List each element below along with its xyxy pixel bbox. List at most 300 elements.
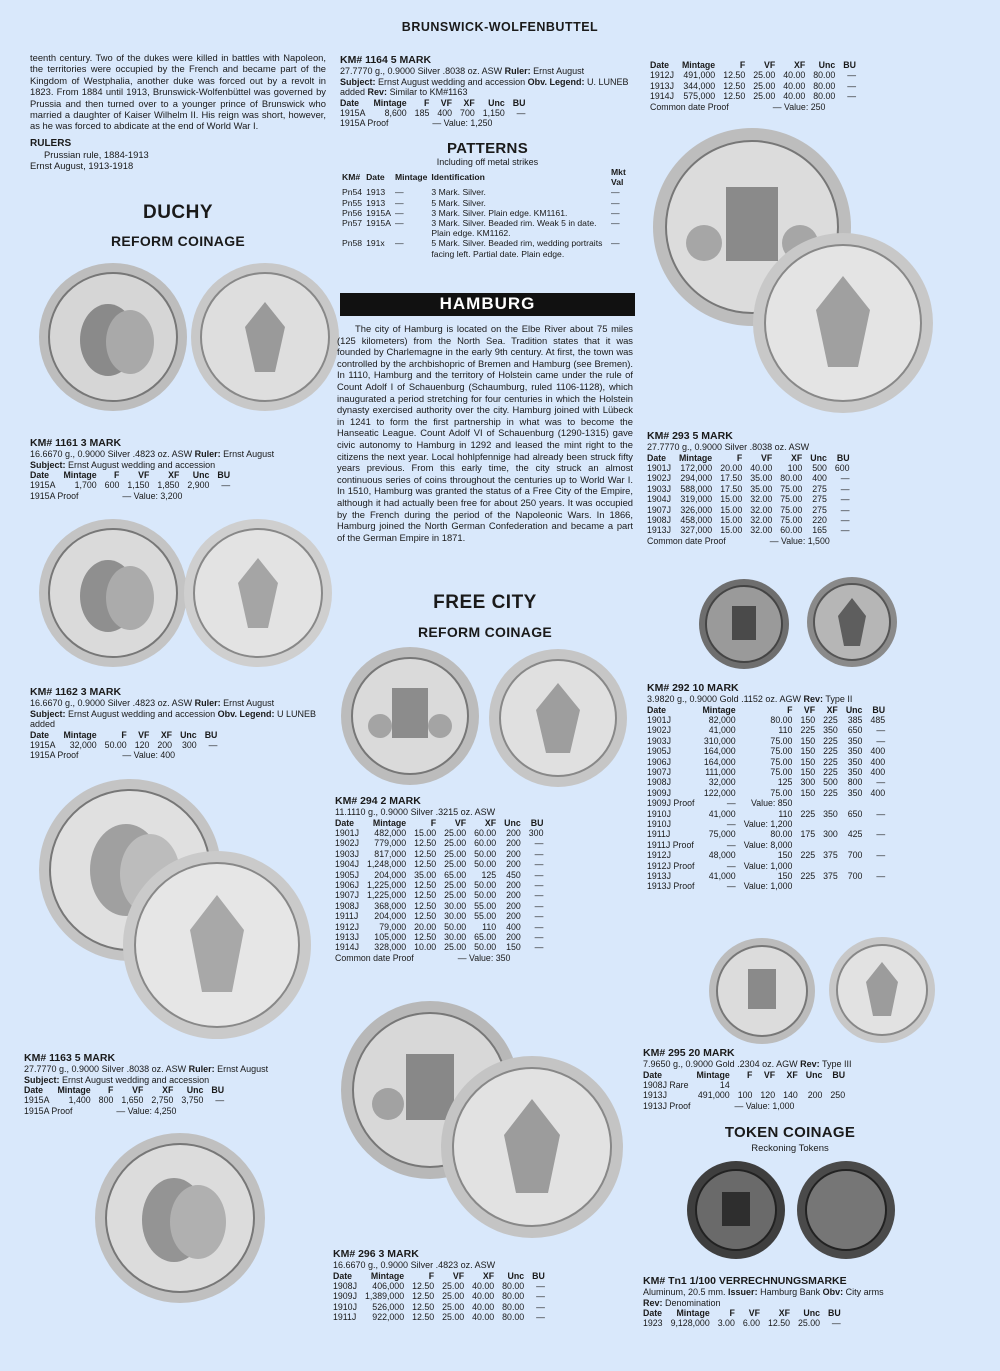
patterns-title: PATTERNS xyxy=(446,140,528,157)
table-cell: — xyxy=(534,890,544,901)
table-cell: 1908J Rare xyxy=(643,1079,689,1090)
entry-title: KM# 1161 3 MARK xyxy=(30,437,122,449)
column-header: BU xyxy=(836,452,850,463)
table-cell: 400 xyxy=(437,107,453,118)
column-header: F xyxy=(747,1069,753,1080)
column-header: Unc xyxy=(180,729,197,740)
table-cell: 55.00 xyxy=(474,900,497,911)
table-cell xyxy=(826,1080,849,1090)
table-cell: 40.00 xyxy=(472,1301,495,1312)
table-row xyxy=(647,725,889,735)
column-header: F xyxy=(729,1308,735,1318)
table-cell: 1915A xyxy=(30,739,56,750)
table-cell: 120 xyxy=(134,739,150,750)
table-cell: 225 xyxy=(823,756,838,767)
table-cell: Pn58 xyxy=(342,238,363,249)
table-cell: 225 xyxy=(823,735,838,746)
table-cell: 41,000 xyxy=(708,725,736,736)
entry-km292 xyxy=(647,682,957,892)
table-cell: 25.00 xyxy=(753,80,776,91)
table-row xyxy=(24,1095,228,1105)
free-city-subtitle: REFORM COINAGE xyxy=(417,624,553,640)
table-row xyxy=(333,1302,549,1312)
column-header: BU xyxy=(532,1270,545,1281)
table-cell: — xyxy=(726,818,736,829)
table-cell: 48,000 xyxy=(708,850,736,861)
column-header: Mintage xyxy=(63,470,97,480)
column-header: VF xyxy=(454,817,467,828)
table-cell: 200 xyxy=(506,827,521,838)
coin-km294-reverse xyxy=(488,648,628,788)
coin-km296-reverse xyxy=(440,1055,625,1240)
table-cell: 30.00 xyxy=(444,931,467,942)
entry-spec: 3.9820 g., 0.9000 Gold .1152 oz. AGW Rev: Type II xyxy=(647,694,853,704)
table-cell: 80.00 xyxy=(502,1291,525,1302)
table-cell: 300 xyxy=(182,739,197,750)
table-cell: 40.00 xyxy=(472,1291,495,1302)
table-cell: 350 xyxy=(823,808,838,819)
mintage-table xyxy=(647,453,854,536)
table-cell: 1905J xyxy=(335,869,359,880)
table-cell: 458,000 xyxy=(680,514,713,525)
table-cell: 275 xyxy=(812,504,827,515)
table-cell: 120 xyxy=(760,1090,776,1101)
column-header: XF xyxy=(162,1085,174,1095)
entry-title: KM# 294 2 MARK xyxy=(335,795,421,807)
table-row xyxy=(335,859,547,869)
coin-km294-obverse xyxy=(340,646,480,786)
table-cell: — xyxy=(394,207,404,218)
column-header: Mintage xyxy=(676,1308,710,1318)
table-cell: 12.50 xyxy=(412,1280,435,1291)
table-cell: 50.00 xyxy=(474,890,497,901)
table-cell: 1915A xyxy=(366,218,391,229)
table-cell xyxy=(796,840,819,850)
table-cell: 32.00 xyxy=(750,514,773,525)
table-cell: 3 Mark. Silver. xyxy=(431,187,486,198)
table-cell: 1908J xyxy=(335,900,359,911)
table-row xyxy=(340,218,635,238)
table-cell: 204,000 xyxy=(374,869,407,880)
table-row xyxy=(647,484,854,494)
table-row xyxy=(333,1291,549,1301)
table-cell: 1913J xyxy=(650,80,674,91)
table-cell: 225 xyxy=(823,746,838,757)
proof-line: Common date Proof — Value: 350 xyxy=(335,952,511,963)
table-cell: — xyxy=(534,911,544,922)
column-header: Mintage xyxy=(678,452,713,463)
table-cell: 75.00 xyxy=(780,514,803,525)
table-cell: 35.00 xyxy=(750,483,773,494)
table-row xyxy=(647,840,889,850)
table-cell: 82,000 xyxy=(708,714,736,725)
table-cell: 15.00 xyxy=(720,525,743,536)
column-header: VF xyxy=(452,1270,465,1281)
column-header: VF xyxy=(760,452,773,463)
column-header: Mintage xyxy=(373,97,407,108)
column-header: Date xyxy=(650,60,670,70)
table-cell: Value: 1,000 xyxy=(743,860,793,871)
table-cell: 65.00 xyxy=(444,869,467,880)
table-cell: 800 xyxy=(847,777,863,788)
table-cell: 1902J xyxy=(647,473,671,484)
table-cell: 20.00 xyxy=(414,921,437,932)
table-cell xyxy=(819,840,842,850)
table-cell: 1902J xyxy=(647,725,671,736)
table-cell: — xyxy=(536,1291,545,1302)
table-row xyxy=(647,788,889,798)
table-cell: 150 xyxy=(777,871,793,881)
table-row xyxy=(643,1080,849,1090)
table-cell xyxy=(842,861,867,871)
column-header: KM# xyxy=(342,172,361,183)
column-header: VF xyxy=(763,1069,776,1080)
table-cell: 191x xyxy=(366,238,385,249)
column-header: Mintage xyxy=(394,172,428,183)
table-cell: 1910J xyxy=(647,818,671,829)
table-cell: 40.00 xyxy=(783,70,806,81)
table-cell: 80.00 xyxy=(502,1280,525,1291)
table-cell: — xyxy=(611,187,620,198)
table-cell: 922,000 xyxy=(372,1312,405,1323)
table-row xyxy=(335,901,547,911)
table-cell xyxy=(796,861,819,871)
table-cell: 25.00 xyxy=(444,848,467,859)
table-cell: 150 xyxy=(800,787,816,798)
table-cell: 3 Mark. Silver. Beaded rim. Weak 5 in date. Plain edge. KM1162. xyxy=(431,218,597,239)
column-header: BU xyxy=(204,729,218,740)
column-header: F xyxy=(121,729,127,740)
table-cell xyxy=(734,1080,757,1090)
table-cell: 1913J xyxy=(647,525,671,536)
column-header: Identification xyxy=(431,172,485,183)
table-cell: 1,225,000 xyxy=(366,879,407,890)
column-header: BU xyxy=(843,60,856,70)
free-city-title: FREE CITY xyxy=(433,592,537,613)
table-cell: 1915A xyxy=(24,1095,50,1106)
table-cell: Pn55 xyxy=(342,197,363,208)
proof-line: Common date Proof — Value: 250 xyxy=(650,101,826,112)
coin-km295-reverse xyxy=(828,936,936,1044)
column-header: Date xyxy=(340,97,360,108)
column-header: Date xyxy=(643,1308,663,1318)
table-cell: 80.00 xyxy=(770,829,793,840)
table-cell: 1911J xyxy=(333,1312,357,1323)
table-cell: 500 xyxy=(812,462,827,473)
table-cell: 344,000 xyxy=(683,80,716,91)
table-cell: 12.50 xyxy=(412,1301,435,1312)
entry-subject: Subject: Ernst August wedding and accession xyxy=(30,459,216,470)
table-cell: 1914J xyxy=(335,942,359,953)
table-cell: 200 xyxy=(506,859,521,870)
left-column xyxy=(30,52,326,171)
table-cell: 164,000 xyxy=(703,756,736,767)
table-cell: 75,000 xyxy=(708,829,736,840)
table-cell: 200 xyxy=(506,931,521,942)
table-row xyxy=(335,932,547,942)
table-row xyxy=(650,81,860,91)
table-cell xyxy=(819,881,842,891)
table-cell: 3,750 xyxy=(181,1095,204,1106)
mintage-table xyxy=(333,1271,549,1323)
table-cell: 1,700 xyxy=(74,480,97,491)
table-cell: 164,000 xyxy=(703,746,736,757)
table-cell: 1915A xyxy=(366,207,391,218)
entry-spec: 7.9650 g., 0.9000 Gold .2304 oz. AGW Rev: Type III xyxy=(643,1059,852,1069)
table-row xyxy=(647,767,889,777)
table-cell: 50.00 xyxy=(474,879,497,890)
column-header: Date xyxy=(30,470,50,480)
proof-line: 1913J Proof — Value: 1,000 xyxy=(643,1100,795,1111)
entry-spec: 16.6670 g., 0.9000 Silver .4823 oz. ASW Ruler: Ernst August xyxy=(30,449,275,459)
table-row xyxy=(647,505,854,515)
table-cell: 25.00 xyxy=(444,890,467,901)
table-cell: 375 xyxy=(823,871,838,881)
table-cell: 12.50 xyxy=(767,1318,790,1329)
table-cell: 75.00 xyxy=(780,483,803,494)
table-row xyxy=(647,829,889,839)
table-cell: Value: 1,200 xyxy=(743,818,793,829)
patterns-table xyxy=(340,167,635,259)
table-cell: 80.00 xyxy=(502,1301,525,1312)
table-cell: 350 xyxy=(847,787,863,798)
table-cell: — xyxy=(534,859,544,870)
table-cell: 25.00 xyxy=(797,1318,820,1329)
table-cell: 1909J xyxy=(333,1291,357,1302)
table-cell: 110 xyxy=(778,725,793,736)
column-header: VF xyxy=(138,729,150,740)
table-cell: 6.00 xyxy=(742,1318,760,1329)
column-header: F xyxy=(787,704,793,715)
table-cell: — xyxy=(394,187,404,198)
column-header: BU xyxy=(828,1308,841,1318)
table-cell: 650 xyxy=(847,808,863,819)
table-cell: 3 Mark. Silver. Plain edge. KM1161. xyxy=(431,207,568,218)
table-cell: — xyxy=(394,218,404,229)
table-cell: 80.00 xyxy=(813,91,836,102)
entry-km1164 xyxy=(340,54,635,129)
table-cell: 12.50 xyxy=(414,838,437,849)
table-cell: 80.00 xyxy=(780,473,803,484)
table-cell: 1901J xyxy=(647,462,671,473)
mintage-table xyxy=(340,98,529,119)
table-cell xyxy=(842,798,867,808)
table-header-row xyxy=(643,1308,845,1318)
table-cell: 1,400 xyxy=(68,1095,91,1106)
table-cell xyxy=(756,1080,779,1090)
column-header: Date xyxy=(333,1270,353,1281)
table-cell: 1908J xyxy=(647,514,671,525)
mintage-table xyxy=(643,1308,845,1329)
table-cell: 12.50 xyxy=(414,911,437,922)
table-row xyxy=(647,463,854,473)
entry-title: KM# 293 5 MARK xyxy=(647,430,733,442)
table-row xyxy=(333,1312,549,1322)
entry-subject: Subject: Ernst August wedding and accession Obv. Legend: U LUNEB added xyxy=(30,708,317,729)
table-cell: — xyxy=(726,860,736,871)
column-header: VF xyxy=(138,470,150,480)
column-header: F xyxy=(107,1085,114,1095)
table-cell: 319,000 xyxy=(680,494,713,505)
table-cell: 25.00 xyxy=(444,827,467,838)
table-cell: 150 xyxy=(800,714,816,725)
table-cell: 185 xyxy=(414,107,430,118)
column-header: XF xyxy=(778,1308,790,1318)
table-cell: 406,000 xyxy=(372,1280,405,1291)
table-cell: 275 xyxy=(812,483,827,494)
table-cell: 375 xyxy=(823,850,838,861)
table-cell: 1915A xyxy=(340,107,366,118)
column-header: Unc xyxy=(845,704,863,715)
table-row xyxy=(335,828,547,838)
table-cell: 150 xyxy=(800,746,816,757)
table-cell: — xyxy=(611,218,620,229)
coin-km292-reverse xyxy=(806,576,898,668)
table-cell: — xyxy=(536,1312,545,1323)
table-cell: 1913J xyxy=(643,1090,667,1101)
table-cell: 60.00 xyxy=(474,838,497,849)
table-cell: 1907J xyxy=(647,504,671,515)
table-cell: Value: 1,000 xyxy=(743,881,793,892)
column-header: F xyxy=(430,817,437,828)
column-header: Date xyxy=(30,729,50,740)
column-header: XF xyxy=(168,470,180,480)
table-cell: — xyxy=(831,1318,841,1329)
column-header: BU xyxy=(530,817,544,828)
table-cell: 8,600 xyxy=(384,107,407,118)
coin-km295-obverse xyxy=(708,937,816,1045)
table-row xyxy=(647,757,889,767)
table-row xyxy=(340,187,635,197)
table-header-row xyxy=(340,167,635,187)
table-cell: 30.00 xyxy=(444,911,467,922)
table-cell: — xyxy=(394,238,404,249)
table-cell: — xyxy=(840,525,850,536)
table-cell: 14 xyxy=(719,1079,730,1090)
entry-title: KM# 292 10 MARK xyxy=(647,682,739,694)
table-row xyxy=(647,515,854,525)
table-cell: 400 xyxy=(870,756,886,767)
coin-km1162-obverse xyxy=(38,518,188,668)
column-header: Date xyxy=(24,1085,44,1095)
column-header: Unc xyxy=(186,1085,204,1095)
table-cell: 1910J xyxy=(647,808,671,819)
table-cell: 400 xyxy=(870,766,886,777)
entry-title: KM# Tn1 1/100 VERRECHNUNGSMARKE xyxy=(643,1275,847,1287)
table-row xyxy=(335,911,547,921)
table-cell: 400 xyxy=(870,787,886,798)
table-cell: — xyxy=(876,725,886,736)
coin-tn1-reverse xyxy=(796,1160,896,1260)
table-cell: 50.00 xyxy=(474,859,497,870)
column-header: F xyxy=(113,470,120,480)
entry-title: KM# 1164 5 MARK xyxy=(340,54,432,66)
table-cell: 15.00 xyxy=(414,827,437,838)
table-cell xyxy=(842,881,867,891)
table-cell xyxy=(819,861,842,871)
entry-spec: Aluminum, 20.5 mm. Issuer: Hamburg Bank Obv: City arms xyxy=(643,1287,884,1297)
table-cell: 25.00 xyxy=(753,91,776,102)
table-row xyxy=(647,746,889,756)
table-cell: — xyxy=(726,881,736,892)
column-header: Mintage xyxy=(372,817,407,828)
column-header: Mintage xyxy=(370,1270,405,1281)
table-cell: — xyxy=(726,839,736,850)
table-cell: — xyxy=(876,777,886,788)
table-cell: 200 xyxy=(157,739,173,750)
table-cell: 75.00 xyxy=(770,746,793,757)
entry-title: KM# 1163 5 MARK xyxy=(24,1052,116,1064)
table-cell: 150 xyxy=(800,735,816,746)
column-header: Unc xyxy=(810,452,827,463)
table-cell: 220 xyxy=(812,514,827,525)
table-cell: 1913J xyxy=(647,871,671,881)
table-header-row xyxy=(340,98,529,108)
table-row xyxy=(335,870,547,880)
table-cell: Pn54 xyxy=(342,187,363,198)
coin-km1161-obverse xyxy=(38,262,188,412)
table-cell: 12.50 xyxy=(723,91,746,102)
table-cell: 1912J xyxy=(650,70,674,81)
table-row xyxy=(335,942,547,952)
table-row xyxy=(647,736,889,746)
table-cell: 1912J xyxy=(647,850,671,861)
table-cell: 800 xyxy=(98,1095,114,1106)
table-cell: 1906J xyxy=(647,756,671,767)
table-row xyxy=(335,838,547,848)
table-cell: 1913 xyxy=(366,197,386,208)
table-row xyxy=(30,740,221,750)
table-cell: 200 xyxy=(506,879,521,890)
table-cell: 1912J xyxy=(335,921,359,932)
table-cell: 1,248,000 xyxy=(366,859,407,870)
patterns-section xyxy=(340,140,635,259)
table-cell: Pn57 xyxy=(342,218,363,229)
table-cell: 1912J Proof xyxy=(647,860,695,871)
table-cell xyxy=(796,881,819,891)
table-cell: — xyxy=(534,869,544,880)
table-cell: — xyxy=(611,238,620,249)
table-cell: 50.00 xyxy=(474,848,497,859)
table-cell: 75.00 xyxy=(770,756,793,767)
table-cell: — xyxy=(876,871,886,881)
table-row xyxy=(340,238,635,258)
table-cell: — xyxy=(534,921,544,932)
table-cell: 1909J xyxy=(647,787,671,798)
column-header: BU xyxy=(217,470,231,480)
table-cell: — xyxy=(534,931,544,942)
table-cell: — xyxy=(534,848,544,859)
table-cell: 204,000 xyxy=(374,911,407,922)
intro-text: teenth century. Two of the dukes were killed in battles with Napoleon, the territories were occupied by the French and became part of the Kingdom of Westphalia, another duke was forced out by a revolt in 1823. From 1884 until 1913, Brunswick-Wolfenbüttel was governed by Prussia and then turned over to a younger prince of Brunswick who married a daughter of Kaiser Wilhelm II. His reign was short, however, as he was forced to abdicate at the end of World War I. xyxy=(30,52,326,132)
table-cell: 25.00 xyxy=(442,1280,465,1291)
column-header: XF xyxy=(482,1270,495,1281)
column-header: Mintage xyxy=(702,704,736,715)
column-header: BU xyxy=(872,704,886,715)
table-cell: 80.00 xyxy=(770,714,793,725)
token-coinage-title: TOKEN COINAGE xyxy=(724,1124,856,1141)
table-cell: 125 xyxy=(777,777,793,788)
table-cell: 1901J xyxy=(335,827,359,838)
table-cell: 575,000 xyxy=(683,91,716,102)
table-cell: 32.00 xyxy=(750,504,773,515)
table-cell: 140 xyxy=(783,1090,798,1101)
column-header: Mintage xyxy=(57,1085,91,1095)
table-cell: 17.50 xyxy=(720,483,743,494)
table-cell: — xyxy=(534,942,544,953)
table-cell: 326,000 xyxy=(680,504,713,515)
table-cell: 55.00 xyxy=(474,911,497,922)
